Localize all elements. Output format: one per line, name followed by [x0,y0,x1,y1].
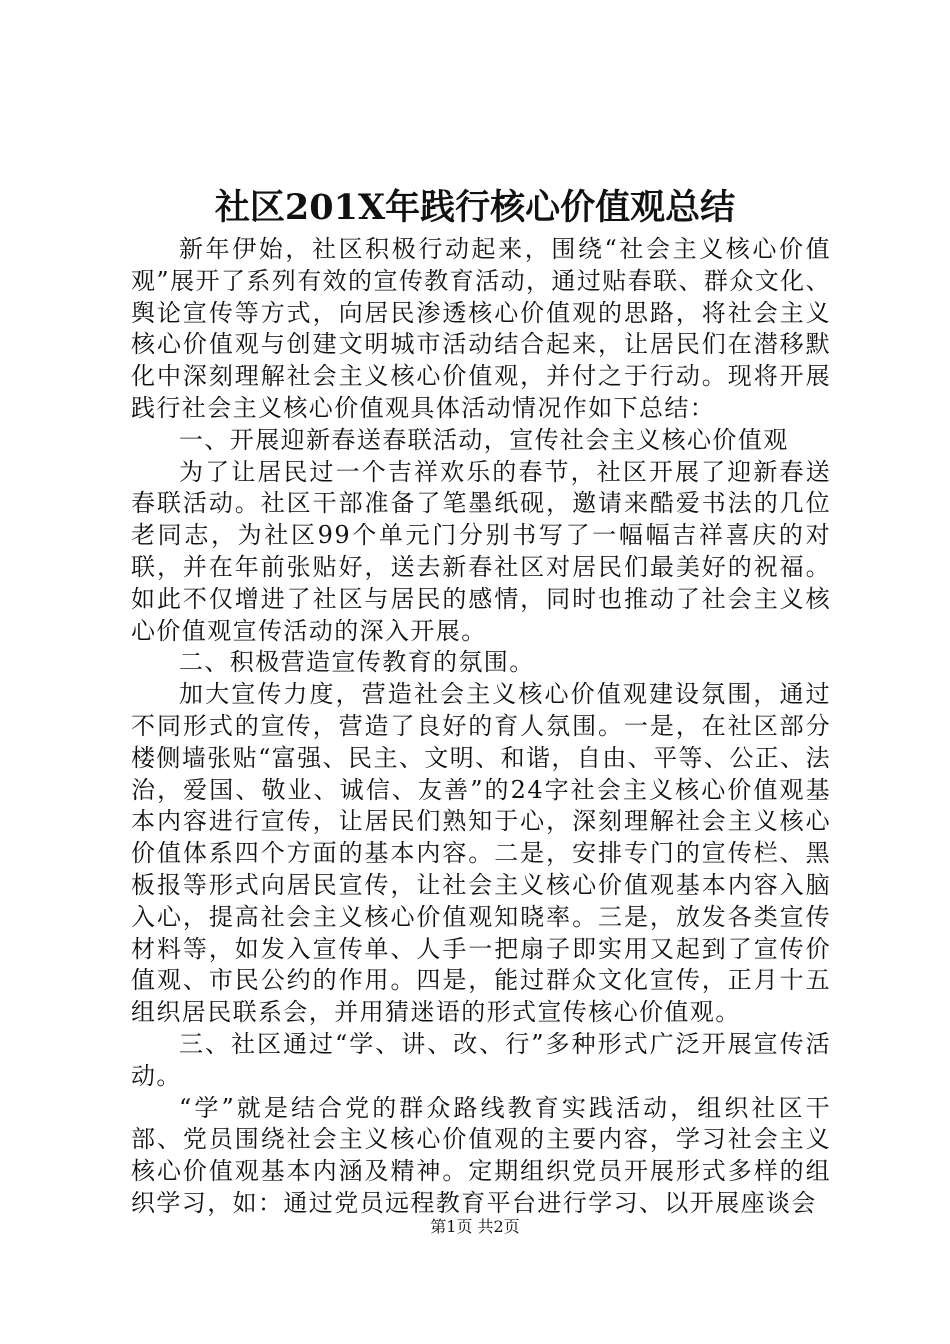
paragraph-intro: 新年伊始，社区积极行动起来，围绕“社会主义核心价值观”展开了系列有效的宣传教育活动，通过贴春联、群众文化、舆论宣传等方式，向居民渗透核心价值观的思路，将社会主义核心价值观与创建文明城市活动结合起来，让居民们在潜移默化中深刻理解社会主义核心价值观，并付之于行动。现将开展践行社会主义核心价值观具体活动情况作如下总结： [131,235,831,422]
section-heading-3: 三、社区通过“学、讲、改、行”多种形式广泛开展宣传活动。 [131,1029,831,1090]
section-heading-2: 二、积极营造宣传教育的氛围。 [179,648,535,677]
paragraph-section-2: 加大宣传力度，营造社会主义核心价值观建设氛围，通过不同形式的宣传，营造了良好的育人氛围。一是，在社区部分楼侧墙张贴“富强、民主、文明、和谐，自由、平等、公正、法治，爱国、敬业、诚信、友善”的24字社会主义核心价值观基本内容进行宣传，让居民们熟知于心，深刻理解社会主义核心价值体系四个方面的基本内容。二是，安排专门的宣传栏、黑板报等形式向居民宣传，让社会主义核心价值观基本内容入脑入心，提高社会主义核心价值观知晓率。三是，放发各类宣传材料等，如发入宣传单、人手一把扇子即实用又起到了宣传价值观、市民公约的作用。四是，能过群众文化宣传，正月十五组织居民联系会，并用猜迷语的形式宣传核心价值观。 [131,680,831,1027]
paragraph-section-3: “学”就是结合党的群众路线教育实践活动，组织社区干部、党员围绕社会主义核心价值观的主要内容，学习社会主义核心价值观基本内涵及精神。定期组织党员开展形式多样的组织学习，如：通过党员远程教育平台进行学习、以开展座谈会 [131,1093,831,1217]
section-heading-1: 一、开展迎新春送春联活动，宣传社会主义核心价值观 [179,425,789,454]
document-body [131,234,831,1220]
document-title: 社区201X年践行核心价值观总结 [214,187,736,228]
page-footer: 第1页 共2页 [430,1217,520,1236]
paragraph-section-1: 为了让居民过一个吉祥欢乐的春节，社区开展了迎新春送春联活动。社区干部准备了笔墨纸砚，邀请来酷爱书法的几位老同志，为社区99个单元门分别书写了一幅幅吉祥喜庆的对联，并在年前张贴好，送去新春社区对居民们最美好的祝福。如此不仅增进了社区与居民的感情，同时也推动了社会主义核心价值观宣传活动的深入开展。 [131,457,831,645]
